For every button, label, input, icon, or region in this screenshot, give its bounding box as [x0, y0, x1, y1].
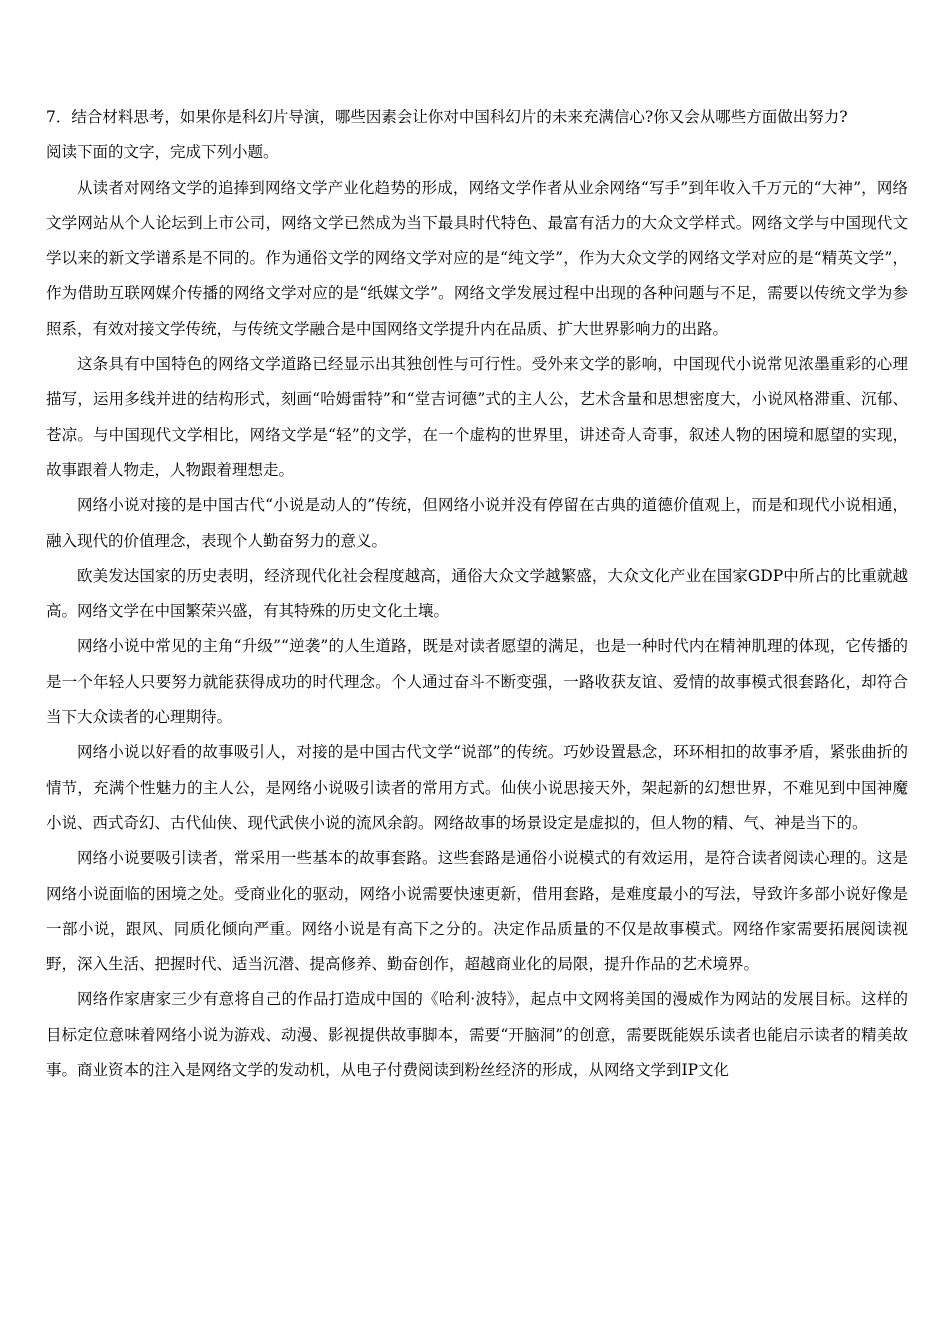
paragraph-6: 网络小说以好看的故事吸引人，对接的是中国古代文学“说部”的传统。巧妙设置悬念，环环相扣的故事矛盾，紧张曲折的情节，充满个性魅力的主人公，是网络小说吸引读者的常用方式。仙侠小说思接天外，架起新的幻想世界，不难见到中国神魔小说、西式奇幻、古代仙侠、现代武侠小说的流风余韵。网络故事的场景设定是虚拟的，但人物的精、气、神是当下的。 — [46, 743, 908, 832]
paragraph-2: 这条具有中国特色的网络文学道路已经显示出其独创性与可行性。受外来文学的影响，中国现代小说常见浓墨重彩的心理描写，运用多线并进的结构形式，刻画“哈姆雷特”和“堂吉诃德”式的主人公，艺术含量和思想密度大，小说风格滞重、沉郁、苍凉。与中国现代文学相比，网络文学是“轻”的文学，在一个虚构的世界里，讲述奇人奇事，叙述人物的困境和愿望的实现，故事跟着人物走，人物跟着理想走。 — [46, 355, 908, 479]
paragraph-1: 从读者对网络文学的追捧到网络文学产业化趋势的形成，网络文学作者从业余网络“写手”到年收入千万元的“大神”，网络文学网站从个人论坛到上市公司，网络文学已然成为当下最具时代特色、最富有活力的大众文学样式。网络文学与中国现代文学以来的新文学谱系是不同的。作为通俗文学的网络文学对应的是“纯文学”，作为大众文学的网络文学对应的是“精英文学”，作为借助互联网媒介传播的网络文学对应的是“纸媒文学”。网络文学发展过程中出现的各种问题与不足，需要以传统文学为参照系，有效对接文学传统，与传统文学融合是中国网络文学提升内在品质、扩大世界影响力的出路。 — [46, 178, 908, 338]
question-number: 7． — [46, 108, 72, 126]
question-text: 结合材料思考，如果你是科幻片导演，哪些因素会让你对中国科幻片的未来充满信心?你又会从哪些方面做出努力? — [71, 108, 848, 126]
document-body — [46, 100, 908, 1088]
paragraph-7: 网络小说要吸引读者，常采用一些基本的故事套路。这些套路是通俗小说模式的有效运用，是符合读者阅读心理的。这是网络小说面临的困境之处。受商业化的驱动，网络小说需要快速更新，借用套路，是难度最小的写法，导致许多部小说好像是一部小说，跟风、同质化倾向严重。网络小说是有高下之分的。决定作品质量的不仅是故事模式。网络作家需要拓展阅读视野，深入生活、把握时代、适当沉潜、提高修养、勤奋创作，超越商业化的局限，提升作品的艺术境界。 — [46, 849, 908, 974]
question-7 — [46, 100, 908, 135]
paragraph-3: 网络小说对接的是中国古代“小说是动人的”传统，但网络小说并没有停留在古典的道德价值观上，而是和现代小说相通，融入现代的价值理念，表现个人勤奋努力的意义。 — [46, 496, 908, 550]
reading-instruction: 阅读下面的文字，完成下列小题。 — [46, 143, 279, 162]
paragraph-5: 网络小说中常见的主角“升级”“逆袭”的人生道路，既是对读者愿望的满足，也是一种时代内在精神肌理的体现，它传播的是一个年轻人只要努力就能获得成功的时代理念。个人通过奋斗不断变强，一路收获友谊、爱情的故事模式很套路化，却符合当下大众读者的心理期待。 — [46, 637, 908, 727]
paragraph-4: 欧美发达国家的历史表明，经济现代化社会程度越高，通俗大众文学越繁盛，大众文化产业在国家GDP中所占的比重就越高。网络文学在中国繁荣兴盛，有其特殊的历史文化土壤。 — [46, 566, 908, 621]
paragraph-8: 网络作家唐家三少有意将自己的作品打造成中国的《哈利·波特》，起点中文网将美国的漫威作为网站的发展目标。这样的目标定位意味着网络小说为游戏、动漫、影视提供故事脚本，需要“开脑洞”的创意，需要既能娱乐读者也能启示读者的精美故事。商业资本的注入是网络文学的发动机，从电子付费阅读到粉丝经济的形成，从网络文学到IP文化 — [46, 990, 908, 1080]
